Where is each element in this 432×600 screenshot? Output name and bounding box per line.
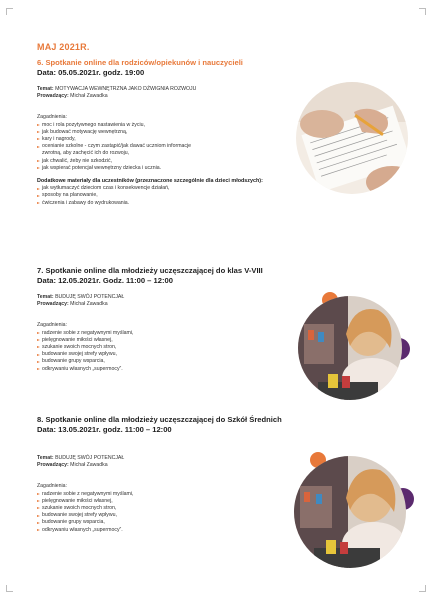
crop-mark-bottom-left <box>6 585 13 592</box>
list-item: ćwiczenia i zabawy do wydrukowania. <box>37 200 367 207</box>
extra-materials-label: Dodatkowe materiały dla uczestników (przeznaczone szczególnie dla dzieci młodszych): <box>37 178 263 185</box>
topic-value: BUDUJĘ SWÓJ POTENCJAŁ <box>55 455 125 461</box>
issues-label: Zagadnienia: <box>37 114 67 121</box>
section-date: Data: 05.05.2021r. godz. 19:00 <box>37 68 145 77</box>
list-item: odkrywaniu własnych „supermocy”. <box>37 366 367 373</box>
crop-mark-top-left <box>6 8 13 15</box>
list-item-continuation: zwrotną, aby zachęcić ich do rozwoju, <box>42 150 130 157</box>
list-item: pielęgnowanie miłości własnej, <box>37 337 367 344</box>
topic-line <box>37 294 367 301</box>
list-item: moc i rola pozytywnego nastawienia w życiu, <box>37 122 367 129</box>
list-item: pielęgnowanie miłości własnej, <box>37 498 367 505</box>
section-date: Data: 12.05.2021r. Godz. 11:00 – 12:00 <box>37 276 173 285</box>
section-title: 7. Spotkanie online dla młodzieży uczęszczającej do klas V-VIII <box>37 266 263 275</box>
topic-value: MOTYWACJA WEWNĘTRZNA JAKO DŹWIGNIA ROZWOJU <box>55 86 197 92</box>
hands-writing-illustration <box>296 82 408 194</box>
list-item: radzenie sobie z negatywnymi myślami, <box>37 491 367 498</box>
month-header: MAJ 2021R. <box>37 42 90 52</box>
girl-drawing-illustration-2 <box>294 456 406 568</box>
photo-girl-drawing <box>298 296 402 400</box>
host-value: Michał Zawadka <box>70 462 108 469</box>
topic-value: BUDUJĘ SWÓJ POTENCJAŁ <box>55 294 125 300</box>
topic-line <box>37 86 367 93</box>
topic-label: Temat: <box>37 455 54 461</box>
list-item: jak wytłumaczyć dzieciom czas i konsekwencje działań, <box>37 185 367 192</box>
topic-label: Temat: <box>37 294 54 300</box>
girl-drawing-illustration <box>298 296 402 400</box>
crop-mark-top-right <box>419 8 426 15</box>
list-item: ocenianie szkolne - czym zastąpić/jak dawać uczniom informacje <box>37 143 367 150</box>
host-label: Prowadzący: <box>37 301 69 308</box>
photo-girl-drawing-2 <box>294 456 406 568</box>
host-label: Prowadzący: <box>37 93 69 100</box>
host-label: Prowadzący: <box>37 462 69 469</box>
host-value: Michał Zawadka <box>70 93 108 100</box>
photo-hands-writing <box>296 82 408 194</box>
list-item: jak wspierać potencjał wewnętrzny dziecka i ucznia. <box>37 165 367 172</box>
list-item: radzenie sobie z negatywnymi myślami, <box>37 330 367 337</box>
list-item: szukanie swoich mocnych stron, <box>37 344 367 351</box>
list-item: budowanie grupy wsparcia, <box>37 358 367 365</box>
list-item: jak chwalić, żeby nie szkodzić, <box>37 158 367 165</box>
issues-label: Zagadnienia: <box>37 322 67 329</box>
crop-mark-bottom-right <box>419 585 426 592</box>
list-item: odkrywaniu własnych „supermocy”. <box>37 527 367 534</box>
list-item: kary i nagrody, <box>37 136 367 143</box>
host-value: Michał Zawadka <box>70 301 108 308</box>
list-item: sposoby na planowanie, <box>37 192 367 199</box>
list-item: budowanie swojej strefy wpływu, <box>37 351 367 358</box>
section-title: 8. Spotkanie online dla młodzieży uczęszczającej do Szkół Średnich <box>37 415 282 424</box>
extra-materials-list <box>37 185 367 207</box>
issues-label: Zagadnienia: <box>37 483 67 490</box>
list-item: jak budować motywację wewnętrzną, <box>37 129 367 136</box>
section-title: 6. Spotkanie online dla rodziców/opiekunów i nauczycieli <box>37 58 243 67</box>
list-item: szukanie swoich mocnych stron, <box>37 505 367 512</box>
topic-label: Temat: <box>37 86 54 92</box>
section-date: Data: 13.05.2021r. godz. 11:00 – 12:00 <box>37 425 172 434</box>
list-item: budowanie swojej strefy wpływu, <box>37 512 367 519</box>
list-item: budowanie grupy wsparcia, <box>37 519 367 526</box>
